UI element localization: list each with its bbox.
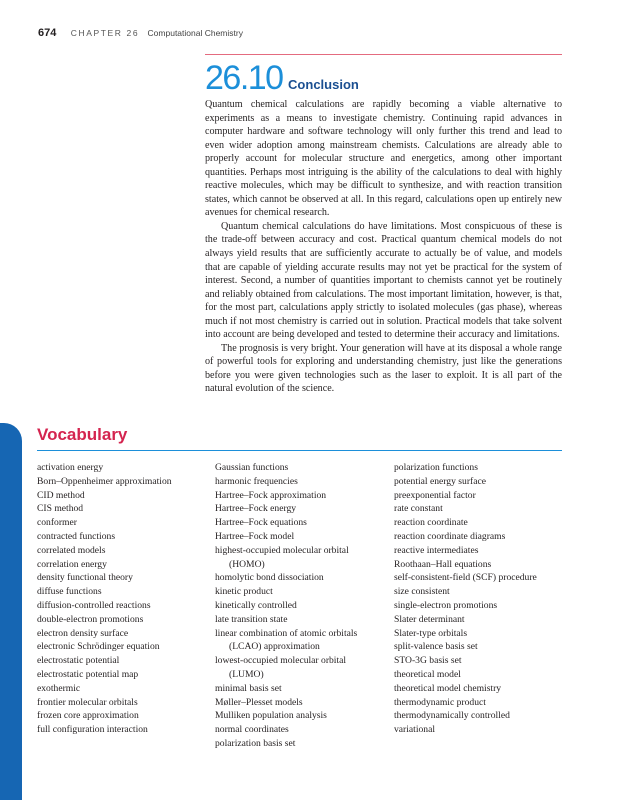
vocabulary-term: thermodynamic product xyxy=(394,696,486,708)
section-number: 26.10 xyxy=(205,59,283,97)
vocabulary-rule xyxy=(37,450,562,451)
vocabulary-term: double-electron promotions xyxy=(37,613,144,625)
vocabulary-column-3 xyxy=(394,461,537,737)
conclusion-body xyxy=(205,98,562,396)
vocabulary-term: CIS method xyxy=(37,503,84,515)
vocabulary-term: electrostatic potential map xyxy=(37,668,139,680)
vocabulary-term: size consistent xyxy=(394,586,450,598)
vocabulary-term: frontier molecular orbitals xyxy=(37,696,138,708)
vocabulary-term: highest-occupied molecular orbital xyxy=(215,544,349,556)
vocabulary-term: diffuse functions xyxy=(37,586,102,598)
vocabulary-term: frozen core approximation xyxy=(37,710,139,722)
vocabulary-term: (LUMO) xyxy=(229,668,264,680)
vocabulary-term: full configuration interaction xyxy=(37,724,148,736)
vocabulary-term: theoretical model xyxy=(394,668,461,680)
vocabulary-term: Slater determinant xyxy=(394,613,465,625)
vocabulary-term: Roothaan–Hall equations xyxy=(394,558,492,570)
vocabulary-term: preexponential factor xyxy=(394,489,476,501)
vocabulary-term: Hartree–Fock equations xyxy=(215,517,307,529)
section-heading xyxy=(205,59,359,98)
vocabulary-side-bar xyxy=(0,423,22,800)
vocabulary-term: diffusion-controlled reactions xyxy=(37,599,151,611)
vocabulary-term: electrostatic potential xyxy=(37,655,120,667)
vocabulary-term: activation energy xyxy=(37,462,104,473)
vocabulary-column-1 xyxy=(37,461,172,737)
vocabulary-term: CID method xyxy=(37,489,85,501)
vocabulary-term: homolytic bond dissociation xyxy=(215,572,324,584)
vocabulary-term: minimal basis set xyxy=(215,682,282,694)
vocabulary-term: Gaussian functions xyxy=(215,462,289,473)
vocabulary-term: variational xyxy=(394,724,436,736)
vocabulary-term: polarization basis set xyxy=(215,737,296,749)
vocabulary-term: reactive intermediates xyxy=(394,544,479,556)
vocabulary-term: Møller–Plesset models xyxy=(215,696,303,708)
vocabulary-term: density functional theory xyxy=(37,572,133,584)
vocabulary-term: single-electron promotions xyxy=(394,599,498,611)
vocabulary-term: kinetically controlled xyxy=(215,599,297,611)
vocabulary-term: Mulliken population analysis xyxy=(215,710,327,722)
chapter-title: Computational Chemistry xyxy=(147,28,243,38)
vocabulary-term: Born–Oppenheimer approximation xyxy=(37,475,172,487)
vocabulary-term: (HOMO) xyxy=(229,558,265,570)
vocabulary-term: reaction coordinate xyxy=(394,517,468,529)
vocabulary-title: Vocabulary xyxy=(37,425,128,444)
vocabulary-term: exothermic xyxy=(37,682,81,694)
vocabulary-term: contracted functions xyxy=(37,530,116,542)
vocabulary-term: STO-3G basis set xyxy=(394,655,462,667)
vocabulary-term: late transition state xyxy=(215,613,288,625)
vocabulary-term: harmonic frequencies xyxy=(215,475,298,487)
vocabulary-term: reaction coordinate diagrams xyxy=(394,530,506,542)
vocabulary-term: Hartree–Fock model xyxy=(215,530,295,542)
vocabulary-term: conformer xyxy=(37,517,77,529)
vocabulary-term: correlated models xyxy=(37,544,106,556)
vocabulary-term: thermodynamically controlled xyxy=(394,710,510,722)
vocabulary-term: self-consistent-field (SCF) procedure xyxy=(394,572,537,584)
section-top-rule xyxy=(205,54,562,55)
vocabulary-term: lowest-occupied molecular orbital xyxy=(215,655,347,667)
page-number: 674 xyxy=(38,27,57,39)
paragraph: Quantum chemical calculations are rapidly becoming a viable alternative to experiments as a means to investigate chemistry. Continuing rapid advances in computer hardware and software technology will only further this trend and lead to even wider adoption among mainstream chemists. Calculations are already able to properly account for molecular structure and energetics, among other important quantities. Perhaps most intriguing is the ability of the calculations to deal with highly reactive molecules, which may be difficult to synthesize, and with reaction transition states, which cannot be observed at all. In this regard, calculations open up entirely new avenues for chemical research. xyxy=(205,99,562,219)
vocabulary-term: correlation energy xyxy=(37,558,107,570)
paragraph: Quantum chemical calculations do have limitations. Most conspicuous of these is the trade-off between accuracy and cost. Practical quantum chemical models do not always yield results that are sufficiently accurate to actually be of value, and models that are capable of yielding accurate results may not yet be practical for the system of interest. Second, a number of quantities important to chemists cannot yet be routinely and reliably obtained from calculations. The most important limitation, however, is that, for the most part, calculations apply strictly to isolated molecules (gas phase), whereas much if not most chemistry is carried out in solution. Practical models that take solvent into account are being developed and tested to determine their accuracy and limitations. xyxy=(205,220,562,341)
chapter-label: CHAPTER 26 xyxy=(70,28,140,38)
vocabulary-term: theoretical model chemistry xyxy=(394,682,502,694)
vocabulary-term: rate constant xyxy=(394,503,443,515)
vocabulary-term: Hartree–Fock approximation xyxy=(215,489,327,501)
vocabulary-term: kinetic product xyxy=(215,586,273,598)
vocabulary-term: polarization functions xyxy=(394,462,478,473)
running-head xyxy=(38,27,243,39)
vocabulary-term: Hartree–Fock energy xyxy=(215,503,297,515)
paragraph: The prognosis is very bright. Your generation will have at its disposal a whole range of powerful tools for exploring and understanding chemistry, just like the generations before you were given technologies such as the laser to exploit. It is all part of the natural evolution of the science. xyxy=(205,342,562,395)
vocabulary-term: electron density surface xyxy=(37,627,129,639)
vocabulary-term: linear combination of atomic orbitals xyxy=(215,627,358,639)
vocabulary-column-2 xyxy=(215,461,357,751)
vocabulary-term: electronic Schrödinger equation xyxy=(37,641,160,653)
vocabulary-term: Slater-type orbitals xyxy=(394,627,468,639)
vocabulary-term: (LCAO) approximation xyxy=(229,641,320,653)
vocabulary-term: normal coordinates xyxy=(215,724,289,736)
section-title: Conclusion xyxy=(288,77,359,92)
vocabulary-term: potential energy surface xyxy=(394,475,486,487)
vocabulary-term: split-valence basis set xyxy=(394,641,478,653)
